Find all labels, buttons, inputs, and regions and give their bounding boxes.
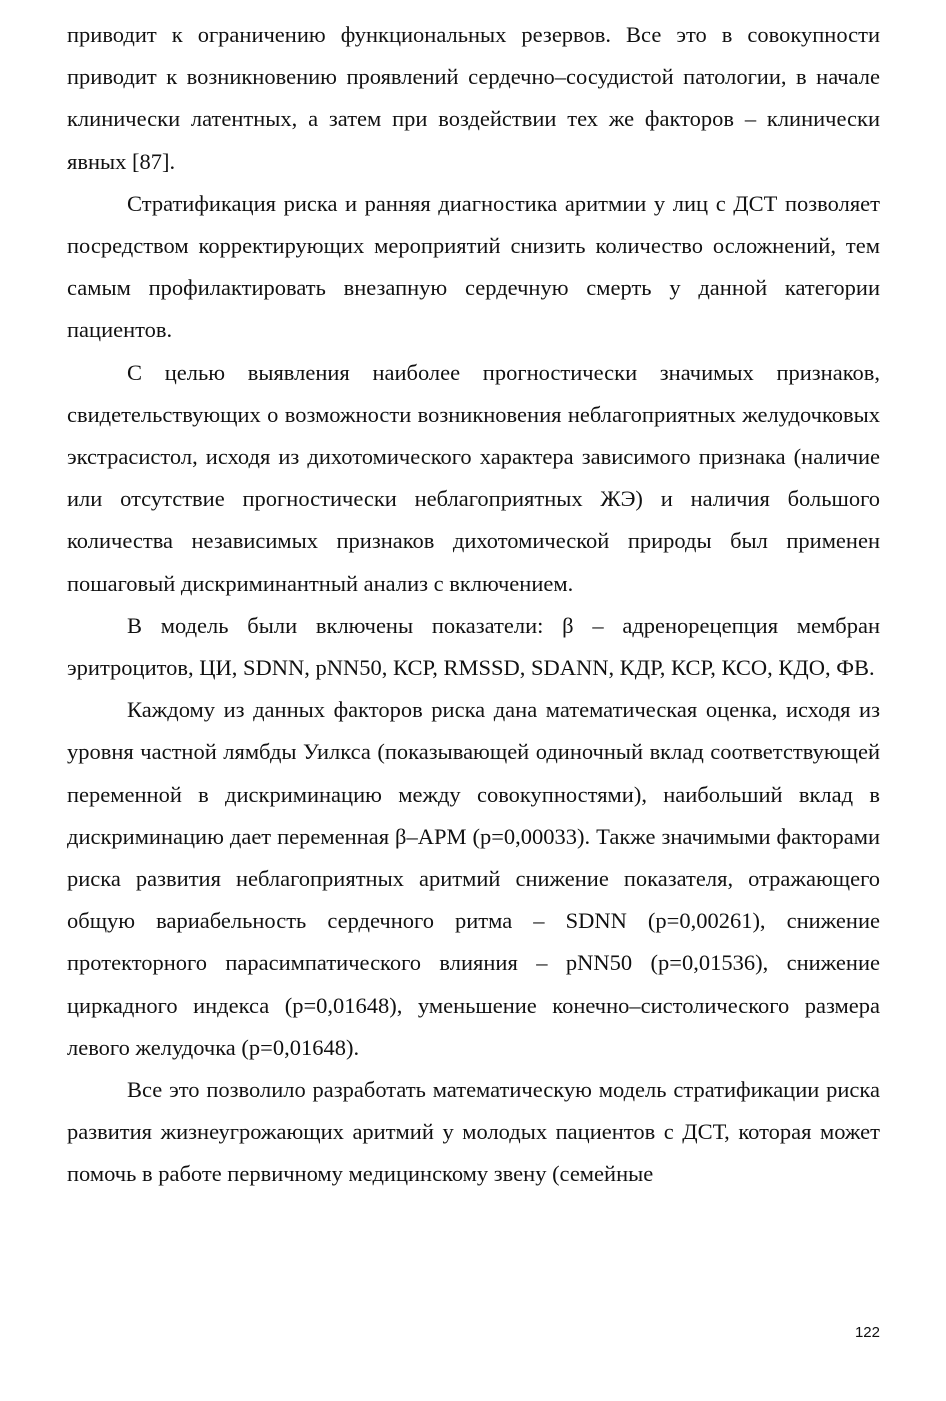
paragraph-risk-factors: Каждому из данных факторов риска дана математическая оценка, исходя из уровня частной лямбды Уилкса (показывающей одиночный вклад соответствующей переменной в дискриминацию между совокупностями), наибольший вклад в дискриминацию дает переменная β–АРМ (p=0,00033). Также значимыми факторами риска развития неблагоприятных аритмий снижение показателя, отражающего общую вариабельность сердечного ритма – SDNN (p=0,00261), снижение протекторного парасимпатического влияния – pNN50 (p=0,01536), снижение циркадного индекса (p=0,01648), уменьшение конечно–систолического размера левого желудочка (p=0,01648). <box>67 697 880 1060</box>
paragraph-risk-stratification: Стратификация риска и ранняя диагностика аритмии у лиц с ДСТ позволяет посредством корректирующих мероприятий снизить количество осложнений, тем самым профилактировать внезапную сердечную смерть у данной категории пациентов. <box>67 190 880 343</box>
paragraph-model-summary: Все это позволило разработать математическую модель стратификации риска развития жизнеугрожающих аритмий у молодых пациентов с ДСТ, которая может помочь в работе первичному медицинскому звену (семейные <box>67 1077 880 1187</box>
paragraph-discriminant-analysis: С целью выявления наиболее прогностически значимых признаков, свидетельствующих о возможности возникновения неблагоприятных желудочковых экстрасистол, исходя из дихотомического характера зависимого признака (наличие или отсутствие прогностически неблагоприятных ЖЭ) и наличия большого количества независимых признаков дихотомической природы был применен пошаговый дискриминантный анализ с включением. <box>67 359 880 596</box>
paragraph-model-indicators: В модель были включены показатели: β – адренорецепция мембран эритроцитов, ЦИ, SDNN, pNN50, КСР, RMSSD, SDANN, КДР, КСР, КСО, КДО, ФВ. <box>67 612 880 681</box>
page-number: 122 <box>854 1324 880 1341</box>
page-body <box>67 14 880 1196</box>
paragraph-continuation: приводит к ограничению функциональных резервов. Все это в совокупности приводит к возникновению проявлений сердечно–сосудистой патологии, в начале клинически латентных, а затем при воздействии тех же факторов – клинически явных [87]. <box>67 22 880 174</box>
